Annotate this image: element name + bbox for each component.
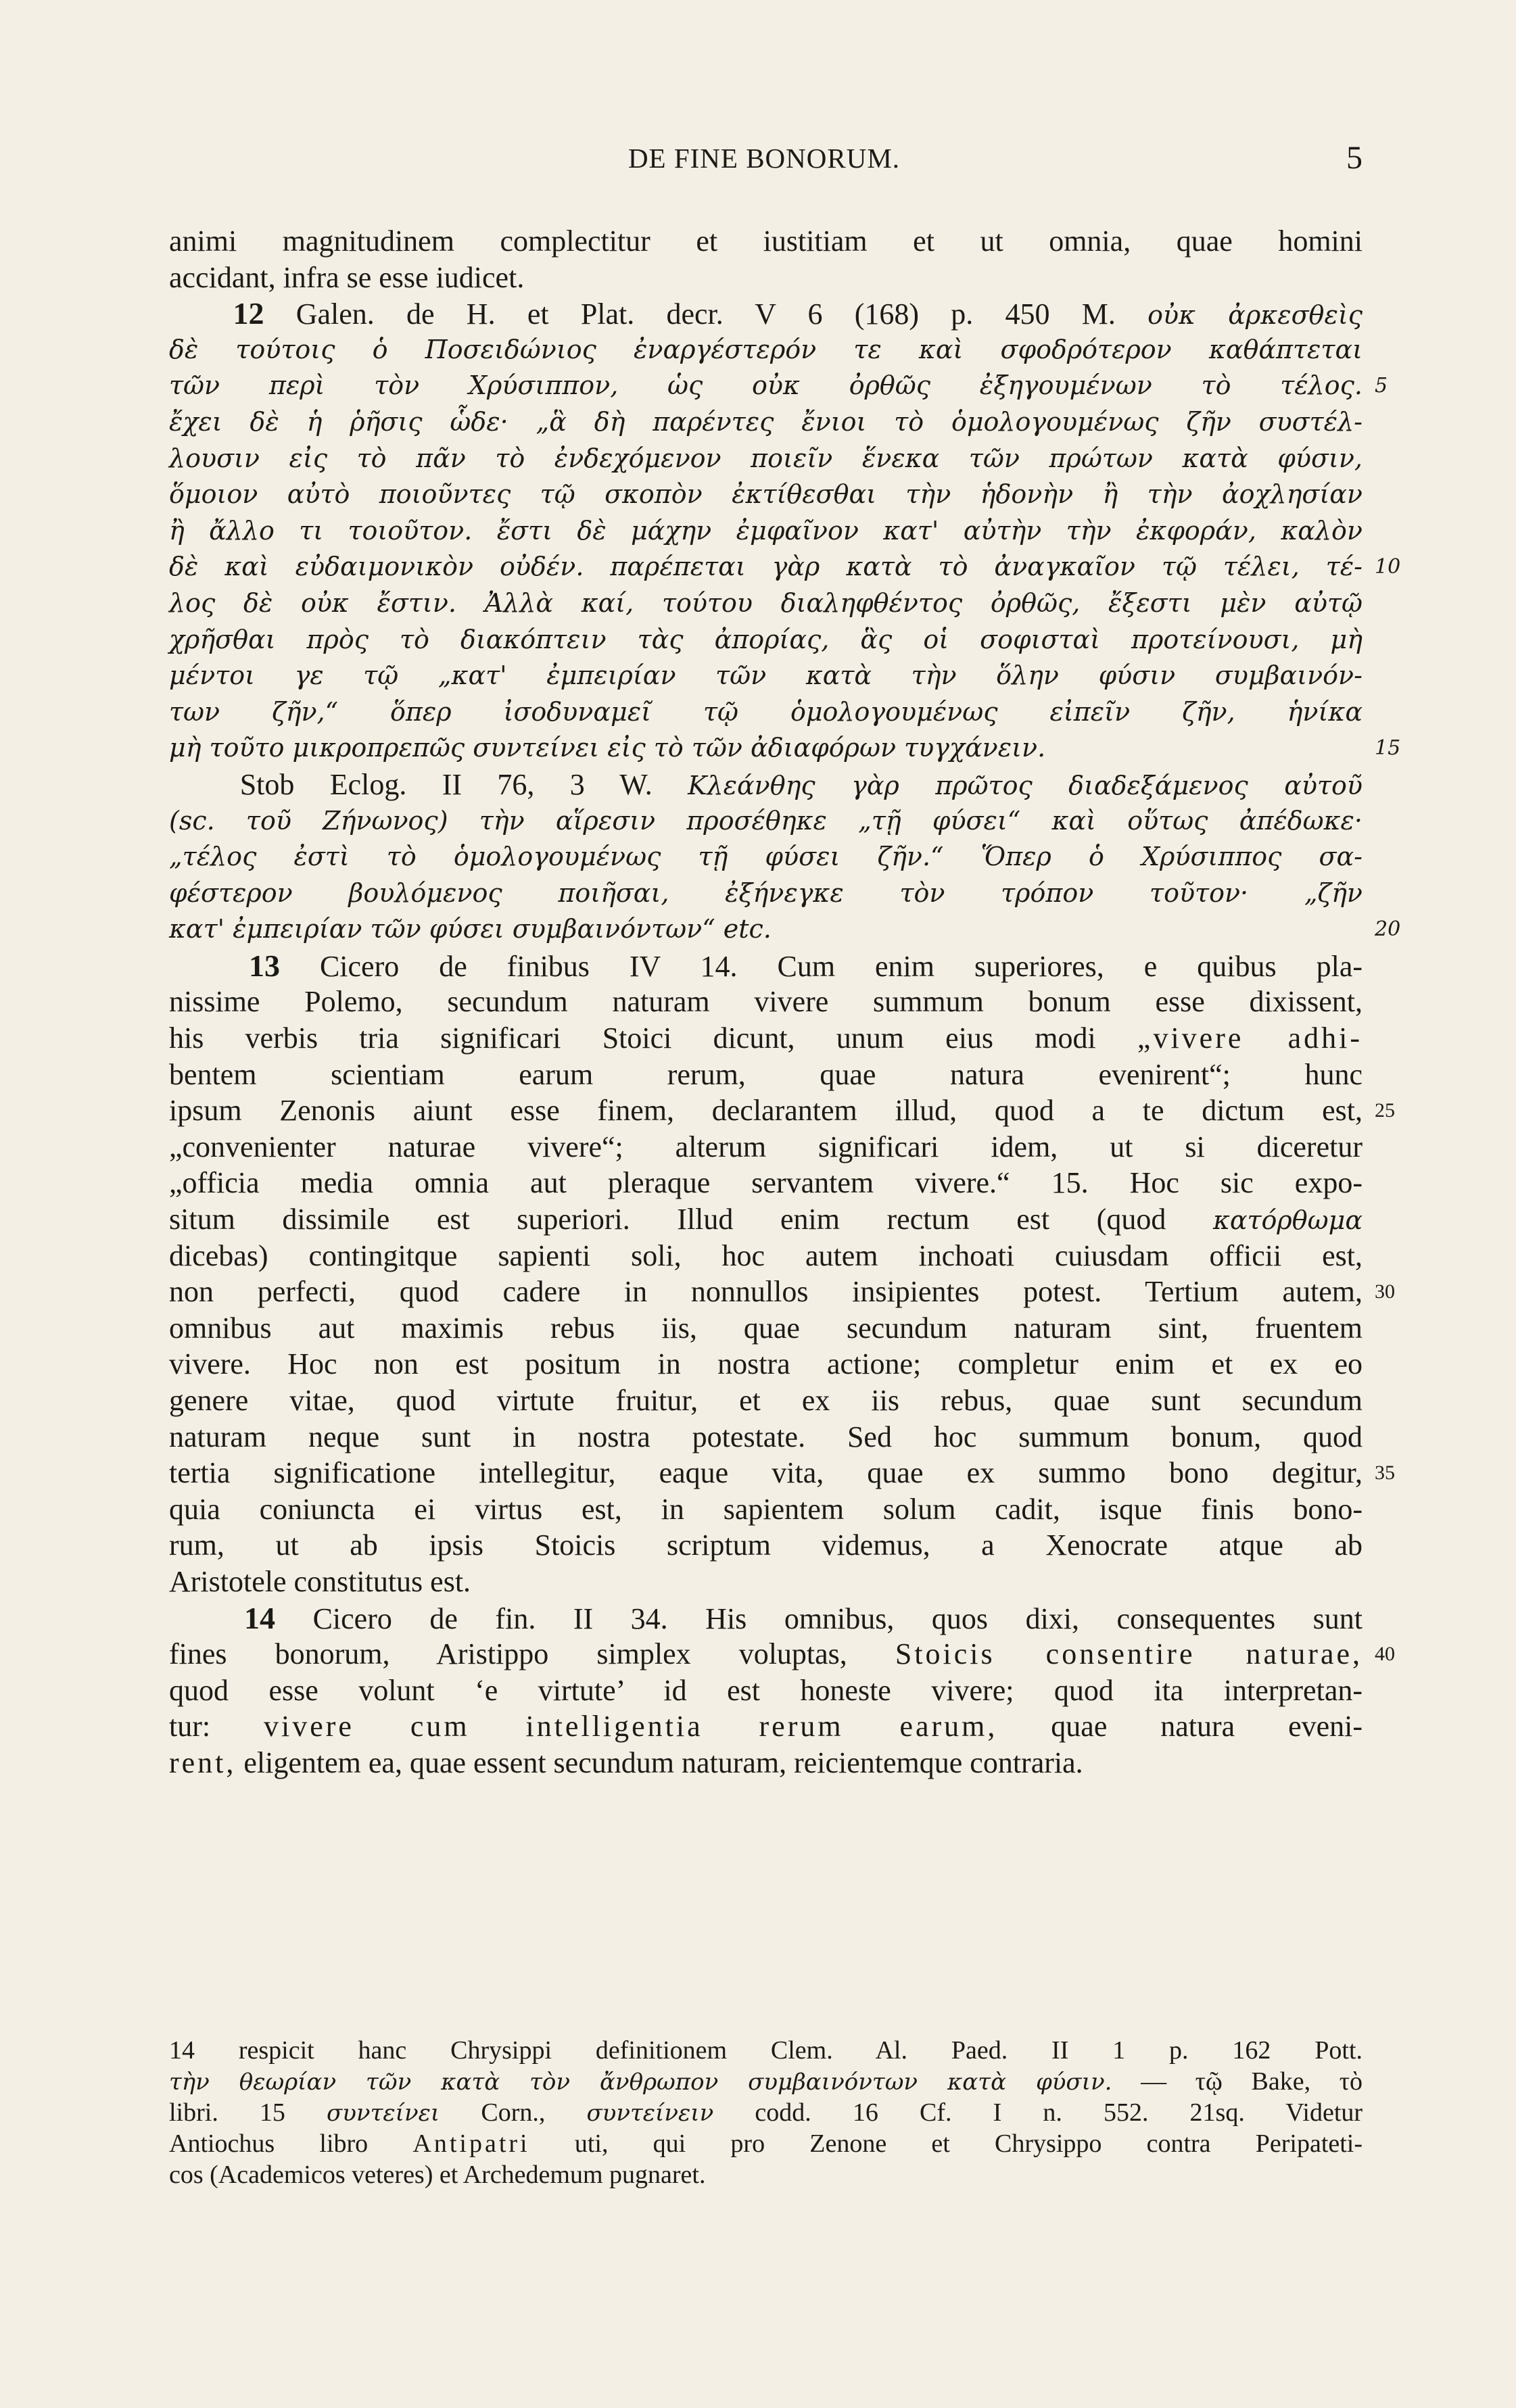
text-line: „officia media omnia aut pleraque servantem vivere.“ 15. Hoc sic expo- [169, 1166, 1363, 1200]
text-line: naturam neque sunt in nostra potestate. Sed hoc summum bonum, quod [169, 1420, 1363, 1453]
footnote-line: Antiochus libro Antipatri uti, qui pro Zenone et Chrysippo contra Peripateti- [169, 2129, 1363, 2158]
greek-text: κατ' ἐμπειρίαν τῶν φύσει συμβαινόντων“ etc. [169, 914, 772, 944]
section-number: 12 [233, 296, 264, 331]
text-line: situm dissimile est superiori. Illud enim rectum est (quod κατόρθωμα [169, 1203, 1363, 1236]
text-line: ἔχει δὲ ἡ ῥῆσις ὧδε· „ἃ δὴ παρέντες ἔνιοι τὸ ὁμολογουμένως ζῆν συστέλ- [169, 406, 1363, 437]
citation: Stob Eclog. II 76, 3 W. [239, 767, 653, 801]
greek-text: τῶν περὶ τὸν Χρύσιππον, ὡς οὐκ ὀρθῶς ἐξηγουμένων τὸ τέλος. [169, 370, 1363, 401]
line-number: 20 [1375, 917, 1401, 942]
text-line: genere vitae, quod virtute fruitur, et ex iis rebus, quae sunt secundum [169, 1384, 1363, 1417]
spaced-text: vivere cum intelligentia rerum earum, [264, 1710, 998, 1743]
text-line: tur: vivere cum intelligentia rerum earum, quae natura eveni- [169, 1710, 1363, 1743]
text-line: „τέλος ἐστὶ τὸ ὁμολογουμένως τῇ φύσει ζῆν.“ Ὅπερ ὁ Χρύσιππος σα- [169, 842, 1363, 872]
spaced-text: Stoicis consentire naturae, [895, 1637, 1363, 1671]
greek-text: συντείνειν [586, 2100, 714, 2127]
text-line: χρῆσθαι πρὸς τὸ διακόπτειν τὰς ἀπορίας, ἃς οἱ σοφισταὶ προτείνουσι, μὴ [169, 624, 1363, 654]
text-line: δὲ τούτοις ὁ Ποσειδώνιος ἐναργέστερόν τε καὶ σφοδρότερον καθάπτεται [169, 334, 1363, 364]
greek-text: Κλεάνθης γὰρ πρῶτος διαδεξάμενος αὐτοῦ [688, 770, 1363, 800]
text-line: accidant, infra se esse iudicet. [169, 260, 525, 294]
footnote-line: libri. 15 συντείνει Corn., συντείνειν codd. 16 Cf. I n. 552. 21sq. Videtur [169, 2098, 1363, 2127]
text-line: quod esse volunt ‘e virtute’ id est honeste vivere; quod ita interpretan- [169, 1673, 1363, 1707]
greek-text: συντείνει [327, 2100, 440, 2127]
spaced-text: rent, [169, 1745, 237, 1779]
text-line: tertia significatione intellegitur, eaque vita, quae ex summo bono degitur, 35 [169, 1455, 1363, 1491]
line-number: 30 [1375, 1280, 1395, 1303]
section-number: 14 [244, 1600, 276, 1635]
running-title: DE FINE BONORUM. [627, 143, 901, 174]
text-line: rent, eligentem ea, quae essent secundum naturam, reicientemque contraria. [169, 1745, 1083, 1779]
text-line [169, 549, 1401, 585]
text-line: Aristotele constitutus est. [169, 1564, 471, 1598]
text-line [169, 911, 1401, 948]
text-line: των ζῆν,“ ὅπερ ἰσοδυναμεῖ τῷ ὁμολογουμένως εἰπεῖν ζῆν, ἡνίκα [169, 696, 1363, 727]
text-line: μέντοι γε τῷ „κατ' ἐμπειρίαν τῶν κατὰ τὴν ὅλην φύσιν συμβαινόν- [169, 660, 1363, 691]
text-line: bentem scientiam earum rerum, quae natura evenirent“; hunc [169, 1057, 1363, 1091]
text-line: ὅμοιον αὐτὸ ποιοῦντες τῷ σκοπὸν ἐκτίθεσθαι τὴν ἡδονὴν ἢ τὴν ἀοχλησίαν [169, 479, 1363, 510]
footnote-line: 14 respicit hanc Chrysippi definitionem Clem. Al. Paed. II 1 p. 162 Pott. [169, 2036, 1363, 2065]
text-line [169, 295, 1363, 332]
line-number: 40 [1375, 1643, 1395, 1666]
text-line: λουσιν εἰς τὸ πᾶν τὸ ἐνδεχόμενον ποιεῖν ἕνεκα τῶν πρώτων κατὰ φύσιν, [169, 443, 1363, 473]
greek-text: τὴν θεωρίαν τῶν κατὰ τὸν ἄνθρωπον συμβαινόντων κατὰ φύσιν. [169, 2069, 1112, 2096]
text-line: rum, ut ab ipsis Stoicis scriptum videmus, a Xenocrate atque ab [169, 1528, 1363, 1562]
line-number: 25 [1375, 1099, 1395, 1122]
running-head [166, 142, 1363, 183]
page-number: 5 [1346, 140, 1363, 176]
text-line [169, 767, 1363, 803]
text-line: omnibus aut maximis rebus iis, quae secundum naturam sint, fruentem [169, 1311, 1363, 1345]
greek-text: οὐκ ἀρκεσθεὶς [1147, 300, 1363, 331]
text-line: ipsum Zenonis aiunt esse finem, declarantem illud, quod a te dictum est, 25 [169, 1092, 1363, 1129]
text-line: φέστερον βουλόμενος ποιῆσαι, ἐξήνεγκε τὸν τρόπον τοῦτον· „ζῆν [169, 877, 1363, 908]
footnote-line: τὴν θεωρίαν τῶν κατὰ τὸν ἄνθρωπον συμβαινόντων κατὰ φύσιν. — τῷ Bake, τὸ [169, 2067, 1363, 2096]
section-number: 13 [248, 948, 280, 983]
text-line: „convenienter naturae vivere“; alterum significari idem, ut si diceretur [169, 1130, 1363, 1163]
spaced-text: „vivere adhi- [1137, 1021, 1363, 1055]
text-line: 13 Cicero de finibus IV 14. Cum enim superiores, e quibus pla- [248, 948, 1363, 983]
greek-text: κατόρθωμα [1212, 1205, 1363, 1236]
line-number: 35 [1375, 1462, 1395, 1485]
line-number: 15 [1375, 736, 1401, 761]
greek-text: δὲ καὶ εὐδαιμονικὸν οὐδέν. παρέπεται γὰρ κατὰ τὸ ἀναγκαῖον τῷ τέλει, τέ- [169, 552, 1363, 582]
text-line: his verbis tria significari Stoici dicunt, unum eius modi „vivere adhi- [169, 1021, 1363, 1055]
text-line: vivere. Hoc non est positum in nostra actione; completur enim et ex eo [169, 1347, 1363, 1381]
text-line: quia coniuncta ei virtus est, in sapientem solum cadit, isque finis bono- [169, 1492, 1363, 1526]
citation: Galen. de H. et Plat. decr. V 6 (168) p. 450 M. [295, 297, 1116, 331]
text-line: (sc. τοῦ Ζήνωνος) τὴν αἵρεσιν προσέθηκε „τῇ φύσει“ καὶ οὕτως ἀπέδωκε· [169, 805, 1363, 836]
text-line: ἢ ἄλλο τι τοιοῦτον. ἔστι δὲ μάχην ἐμφαῖνον κατ' αὐτὴν τὴν ἐκφοράν, καλὸν [169, 515, 1363, 546]
text-line: fines bonorum, Aristippo simplex voluptas, Stoicis consentire naturae, 40 [169, 1636, 1363, 1672]
text-line: nissime Polemo, secundum naturam vivere summum bonum esse dixissent, [169, 985, 1363, 1019]
text-line: 14 Cicero de fin. II 34. His omnibus, quos dixi, consequentes sunt [244, 1600, 1363, 1635]
text-line [169, 368, 1388, 404]
footnote-line: cos (Academicos veteres) et Archedemum pugnaret. [169, 2161, 706, 2189]
footnotes [169, 2035, 1363, 2190]
spaced-text: Antipatri [412, 2129, 530, 2158]
greek-text: μὴ τοῦτο μικροπρεπῶς συντείνει εἰς τὸ τῶν ἀδιαφόρων τυγχάνειν. [169, 733, 1046, 763]
text-line: animi magnitudinem complectitur et iustitiam et ut omnia, quae homini [169, 224, 1363, 258]
text-line: λος δὲ οὐκ ἔστιν. Ἀλλὰ καί, τούτου διαληφθέντος ὀρθῶς, ἔξεστι μὲν αὐτῷ [169, 587, 1363, 618]
text-line: non perfecti, quod cadere in nonnullos insipientes potest. Tertium autem, 30 [169, 1274, 1363, 1310]
text-line: dicebas) contingitque sapienti soli, hoc autem inchoati cuiusdam officii est, [169, 1238, 1363, 1272]
text-line [169, 730, 1401, 767]
line-number: 10 [1375, 555, 1401, 579]
line-number: 5 [1375, 374, 1388, 398]
main-text [169, 223, 1401, 1781]
